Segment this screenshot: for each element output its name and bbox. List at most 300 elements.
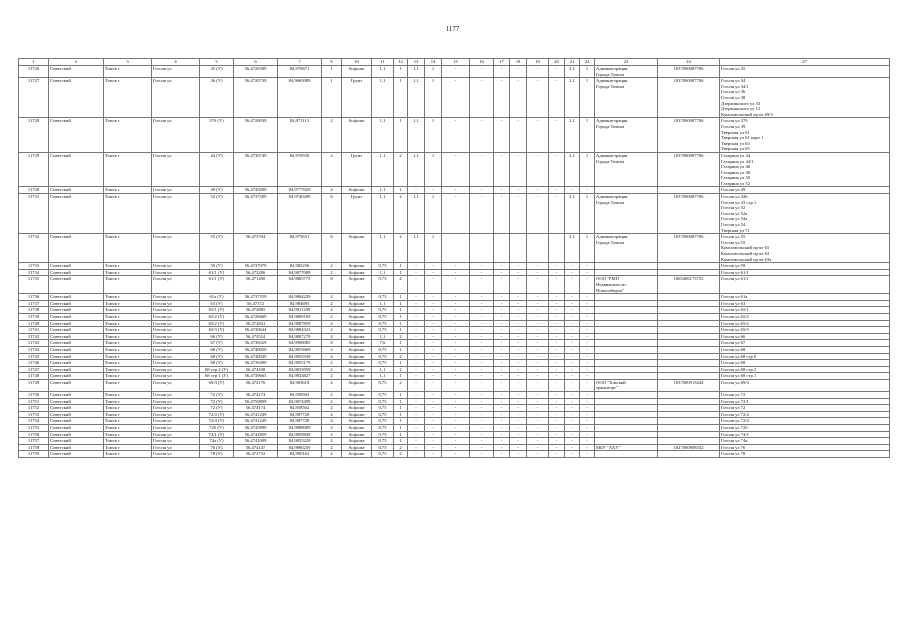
cell-line: Города Томска	[596, 239, 625, 245]
cell-line: Гоголя ул 52	[721, 205, 746, 211]
cell-line	[596, 314, 656, 320]
table-cell: -	[442, 276, 470, 294]
table-cell: -	[580, 379, 595, 391]
table-cell: Асфальт	[342, 66, 372, 78]
cell-line: Администрация	[596, 66, 628, 71]
table-cell: 1	[394, 187, 408, 194]
table-cell	[595, 340, 658, 347]
table-cell: Томск г	[104, 405, 152, 412]
table-cell: Гоголя ул	[152, 346, 200, 353]
table-cell: Советский	[49, 320, 104, 327]
table-cell: -	[565, 333, 580, 340]
table-cell: 56,472841	[234, 320, 278, 327]
table-cell: -	[408, 392, 425, 399]
table-row	[19, 366, 890, 373]
table-cell: -	[425, 353, 442, 360]
table-cell: Гоголя ул	[152, 276, 200, 294]
table-cell: 65/2 (У)	[200, 313, 234, 320]
cell-line: Гоголя ул 78	[721, 451, 746, 457]
table-cell	[595, 313, 658, 320]
table-cell: 69/3 (У)	[200, 379, 234, 391]
table-cell: 2	[322, 431, 342, 438]
table-cell: -	[527, 418, 549, 425]
table-cell: -	[580, 269, 595, 276]
cell-line	[596, 340, 656, 346]
table-cell: -	[494, 340, 510, 347]
table-cell: -	[549, 320, 565, 327]
table-cell	[658, 360, 720, 367]
table-cell: -	[494, 152, 510, 187]
table-cell: -	[527, 340, 549, 347]
table-cell: 2,1	[565, 234, 580, 263]
table-cell: 65/3 (У)	[200, 327, 234, 334]
table-cell: -	[565, 187, 580, 194]
table-cell: 2	[394, 366, 408, 373]
table-cell	[720, 194, 890, 234]
table-cell: -	[408, 405, 425, 412]
table-cell: 68 (У)	[200, 360, 234, 367]
column-number-cell: 12	[394, 59, 408, 66]
table-cell: -	[580, 313, 595, 320]
table-cell: -	[494, 327, 510, 334]
table-cell: 2,1	[565, 66, 580, 78]
cell-line: Гоголя ул 61а	[721, 294, 748, 300]
table-cell: 4	[394, 276, 408, 294]
table-cell: 1	[394, 320, 408, 327]
table-cell: Гоголя ул	[152, 333, 200, 340]
table-cell: 56,4728039	[234, 118, 278, 153]
cell-line	[596, 187, 656, 193]
table-cell: -	[408, 294, 425, 301]
table-cell: 84,9864259	[278, 294, 322, 301]
table-cell: -	[442, 405, 470, 412]
table-cell: 84,9855549	[278, 353, 322, 360]
table-cell: -	[470, 300, 494, 307]
table-cell: Томск г	[104, 234, 152, 263]
table-cell	[658, 300, 720, 307]
cell-line: Гоголя ул 72	[721, 405, 746, 411]
table-cell: -	[470, 194, 494, 234]
cell-line: Гоголя ул 76	[721, 444, 746, 450]
table-cell: -	[549, 451, 565, 458]
table-cell: 2	[322, 405, 342, 412]
table-cell: 2,1	[565, 194, 580, 234]
table-cell	[658, 366, 720, 373]
table-cell	[720, 398, 890, 405]
table-cell: -	[565, 340, 580, 347]
table-cell	[595, 353, 658, 360]
table-cell: Томск г	[104, 327, 152, 334]
table-cell: -	[425, 360, 442, 367]
table-cell: -	[425, 431, 442, 438]
table-cell: 56,4736529	[234, 340, 278, 347]
cell-line: Гоголя ул 43 стр 1	[721, 199, 757, 205]
table-cell: 4	[322, 411, 342, 418]
table-cell: -	[549, 398, 565, 405]
table-cell: Асфальт	[342, 392, 372, 399]
table-cell: 84,9908085	[278, 340, 322, 347]
table-cell: 2	[322, 444, 342, 451]
table-cell: 56,474174	[234, 405, 278, 412]
table-cell: Томск г	[104, 353, 152, 360]
table-cell: 1	[394, 263, 408, 270]
cell-line: Гоголя ул 72б	[721, 425, 748, 431]
table-cell: -	[408, 320, 425, 327]
table-cell: -	[565, 300, 580, 307]
column-number-cell: 10	[342, 59, 372, 66]
table-cell: Советский	[49, 152, 104, 187]
cell-line: Города Томска	[596, 71, 625, 77]
table-cell: 1	[394, 78, 408, 118]
table-cell: Советский	[49, 66, 104, 78]
table-row	[19, 411, 890, 418]
table-cell: -	[442, 418, 470, 425]
cell-line	[596, 301, 656, 307]
table-cell: -	[510, 187, 527, 194]
table-cell: 0,75	[372, 451, 394, 458]
table-cell: 52 (У)	[200, 194, 234, 234]
cell-line: Администрация	[596, 78, 628, 84]
cell-line: Гоголя ул 72/1	[721, 398, 749, 404]
table-cell: Томск г	[104, 78, 152, 118]
table-cell: -	[470, 346, 494, 353]
table-cell: 2	[322, 373, 342, 380]
table-cell: -	[549, 444, 565, 451]
table-cell: Советский	[49, 269, 104, 276]
cell-line	[596, 392, 656, 398]
table-cell: -	[470, 66, 494, 78]
table-cell: -	[549, 327, 565, 334]
table-cell	[595, 392, 658, 399]
table-cell: 1037000087706	[658, 194, 720, 234]
table-cell: Гоголя ул	[152, 66, 200, 78]
table-cell: 2	[322, 300, 342, 307]
table-cell: 7,6	[372, 340, 394, 347]
table-cell: 11743	[19, 340, 49, 347]
cell-line: Гагарина ул 44/1	[721, 158, 754, 164]
table-cell: -	[510, 411, 527, 418]
table-cell	[720, 320, 890, 327]
table-cell	[658, 333, 720, 340]
table-cell: 11759	[19, 451, 49, 458]
table-cell: 0,75	[372, 392, 394, 399]
table-cell: 84,985256	[278, 263, 322, 270]
table-cell: -	[510, 118, 527, 153]
table-cell: -	[470, 405, 494, 412]
table-cell: Асфальт	[342, 418, 372, 425]
cell-line: Администрация	[596, 118, 628, 124]
table-cell: 11739	[19, 313, 49, 320]
cell-line: Гагарина ул 48	[721, 169, 751, 175]
table-row	[19, 327, 890, 334]
table-cell: 2	[322, 360, 342, 367]
table-cell: 2	[322, 307, 342, 314]
table-cell	[720, 300, 890, 307]
table-cell: -	[494, 313, 510, 320]
table-cell: -	[425, 373, 442, 380]
table-cell: Томск г	[104, 360, 152, 367]
table-cell	[595, 431, 658, 438]
table-cell: 84,9887859	[278, 320, 322, 327]
table-cell: 1	[580, 194, 595, 234]
table-cell: 2	[394, 444, 408, 451]
table-cell: Гоголя ул	[152, 438, 200, 445]
table-cell: Томск г	[104, 333, 152, 340]
table-cell	[658, 373, 720, 380]
table-cell: Гоголя ул	[152, 320, 200, 327]
table-cell: -	[527, 451, 549, 458]
cell-line	[596, 327, 656, 333]
table-cell: -	[527, 263, 549, 270]
table-cell: -	[425, 398, 442, 405]
table-cell: -	[494, 263, 510, 270]
cell-line: Гоголя ул 72/4	[721, 418, 749, 424]
table-cell: 2	[322, 438, 342, 445]
table-cell: 11758	[19, 444, 49, 451]
table-cell: -	[470, 327, 494, 334]
table-cell	[720, 425, 890, 432]
table-cell: -	[510, 366, 527, 373]
table-cell: -	[565, 307, 580, 314]
table-cell: 84,9911299	[278, 307, 322, 314]
table-cell: -	[408, 418, 425, 425]
table-cell: 11738	[19, 307, 49, 314]
table-cell: 1	[580, 118, 595, 153]
table-cell: Гоголя ул	[152, 234, 200, 263]
table-cell	[595, 66, 658, 78]
table-cell: -	[510, 360, 527, 367]
table-cell: -	[470, 187, 494, 194]
table-cell	[720, 405, 890, 412]
table-cell: -	[580, 333, 595, 340]
table-cell: 2	[322, 327, 342, 334]
table-cell: 4	[322, 333, 342, 340]
cell-line: Гоголя ул 74/1	[721, 431, 749, 437]
table-cell: 1	[425, 152, 442, 187]
table-cell	[658, 398, 720, 405]
table-cell: -	[527, 187, 549, 194]
table-cell: -	[565, 346, 580, 353]
table-cell: 11755	[19, 425, 49, 432]
table-cell: -	[527, 313, 549, 320]
table-cell: Грунт	[342, 194, 372, 234]
table-cell: 4	[322, 451, 342, 458]
table-cell: -	[425, 320, 442, 327]
table-cell: 84,9874499	[278, 398, 322, 405]
table-cell: 2	[322, 346, 342, 353]
table-cell	[442, 234, 470, 263]
column-number-cell: 27	[720, 59, 890, 66]
table-cell: -	[527, 346, 549, 353]
table-cell: Томск г	[104, 300, 152, 307]
table-row	[19, 346, 890, 353]
cell-line: Гоголя ул 65/2	[721, 320, 749, 326]
table-cell: Гоголя ул	[152, 307, 200, 314]
table-cell: -	[580, 353, 595, 360]
table-cell: 0,75	[372, 263, 394, 270]
table-cell: -	[408, 327, 425, 334]
table-cell: -	[442, 353, 470, 360]
table-cell: -	[527, 66, 549, 78]
table-cell	[658, 438, 720, 445]
table-cell: 1	[394, 300, 408, 307]
table-cell	[720, 327, 890, 334]
table-row	[19, 307, 890, 314]
table-cell: 56,473732	[234, 451, 278, 458]
table-cell: -	[565, 438, 580, 445]
table-cell: -	[442, 269, 470, 276]
table-cell: 8	[322, 340, 342, 347]
table-cell: Гоголя ул	[152, 360, 200, 367]
table-cell: 1,1	[408, 234, 425, 263]
table-cell	[595, 411, 658, 418]
table-cell: Асфальт	[342, 366, 372, 373]
table-cell: 11750	[19, 392, 49, 399]
table-cell: 2	[322, 398, 342, 405]
table-cell	[720, 333, 890, 340]
table-cell: -	[470, 451, 494, 458]
table-cell: -	[442, 346, 470, 353]
cell-line: Гоголя ул 49	[721, 187, 746, 193]
table-cell	[720, 234, 890, 263]
table-cell: 2	[322, 118, 342, 153]
table-cell	[595, 405, 658, 412]
table-cell: -	[580, 276, 595, 294]
table-cell: -	[527, 333, 549, 340]
cell-line: Гоголя ул 74а	[721, 438, 748, 444]
table-cell	[658, 313, 720, 320]
table-cell: Асфальт	[342, 276, 372, 294]
table-cell: 49 (У)	[200, 187, 234, 194]
table-cell: Советский	[49, 187, 104, 194]
table-cell: Асфальт	[342, 444, 372, 451]
table-cell: -	[470, 398, 494, 405]
table-row	[19, 340, 890, 347]
table-cell: -	[494, 118, 510, 153]
table-cell: -	[580, 451, 595, 458]
table-cell: 1	[580, 78, 595, 118]
table-cell: -	[442, 152, 470, 187]
table-cell: 0,75	[372, 418, 394, 425]
cell-line: Тверская ул 63	[721, 140, 750, 146]
table-cell	[595, 78, 658, 118]
table-cell: -	[565, 392, 580, 399]
table-cell: 2,1	[565, 78, 580, 118]
table-cell	[720, 346, 890, 353]
table-cell: 84,970671	[278, 66, 322, 78]
table-cell	[595, 269, 658, 276]
table-cell: -	[527, 379, 549, 391]
table-cell: -	[442, 187, 470, 194]
table-cell: -	[510, 327, 527, 334]
table-cell: -	[494, 276, 510, 294]
table-cell: 72/4 (У)	[200, 411, 234, 418]
table-cell: -	[510, 373, 527, 380]
table-cell: Советский	[49, 431, 104, 438]
table-row	[19, 78, 890, 118]
table-cell: -	[549, 313, 565, 320]
table-cell: 1037000087706	[658, 78, 720, 118]
cell-line: Гагарина ул 46	[721, 164, 751, 170]
cell-line	[596, 451, 656, 457]
table-cell: -	[494, 320, 510, 327]
table-cell	[720, 313, 890, 320]
table-cell: 2	[322, 269, 342, 276]
table-cell: -	[510, 438, 527, 445]
table-cell: 2	[394, 152, 408, 187]
cell-line: Гоголя ул 54	[721, 222, 746, 228]
table-cell: -	[565, 269, 580, 276]
table-cell: -	[442, 360, 470, 367]
table-cell: 11735	[19, 276, 49, 294]
table-cell: -	[470, 269, 494, 276]
column-number-cell: 7	[278, 59, 322, 66]
table-cell: -	[442, 398, 470, 405]
table-cell: 1,1	[408, 66, 425, 78]
table-cell: Гоголя ул	[152, 425, 200, 432]
cell-line: Гоголя ул 72	[721, 392, 746, 398]
table-cell: Асфальт	[342, 411, 372, 418]
table-cell: 1	[394, 418, 408, 425]
table-cell: 1,1	[372, 366, 394, 373]
table-cell: 0,75	[372, 425, 394, 432]
table-cell	[658, 327, 720, 334]
cell-line: Города Томска	[596, 83, 625, 89]
cell-line: Гагарина ул 52	[721, 180, 751, 186]
table-cell: -	[580, 438, 595, 445]
table-cell: -	[580, 405, 595, 412]
cell-line	[596, 334, 656, 340]
table-cell: 72/4 (У)	[200, 418, 234, 425]
table-cell: 1,1	[408, 118, 425, 153]
column-number-cell: 19	[527, 59, 549, 66]
table-cell: -	[527, 152, 549, 187]
table-cell	[658, 353, 720, 360]
table-cell: 0,75	[372, 444, 394, 451]
table-cell: 0,75	[372, 431, 394, 438]
table-cell: -	[425, 379, 442, 391]
table-cell: -	[425, 340, 442, 347]
cell-line: Гоголя ул 36	[721, 89, 746, 95]
table-row	[19, 353, 890, 360]
table-cell: 84,975631	[278, 234, 322, 263]
table-cell: -	[510, 346, 527, 353]
table-cell: Советский	[49, 425, 104, 432]
table-row	[19, 392, 890, 399]
table-cell: -	[494, 444, 510, 451]
table-cell: -	[425, 269, 442, 276]
table-cell: -	[408, 300, 425, 307]
table-cell: Томск г	[104, 392, 152, 399]
table-cell: 1	[425, 78, 442, 118]
table-cell	[595, 379, 658, 391]
table-cell: -	[425, 418, 442, 425]
table-cell: Советский	[49, 398, 104, 405]
table-cell: -	[494, 269, 510, 276]
table-cell: -	[442, 333, 470, 340]
table-cell: 1,1	[372, 187, 394, 194]
table-cell: -	[565, 373, 580, 380]
table-cell: -	[549, 269, 565, 276]
table-cell: Гоголя ул	[152, 327, 200, 334]
table-cell: 2	[394, 379, 408, 391]
table-cell: Гоголя ул	[152, 373, 200, 380]
table-cell: -	[442, 327, 470, 334]
table-cell	[720, 263, 890, 270]
table-cell: Томск г	[104, 411, 152, 418]
table-row	[19, 300, 890, 307]
table-row	[19, 269, 890, 276]
